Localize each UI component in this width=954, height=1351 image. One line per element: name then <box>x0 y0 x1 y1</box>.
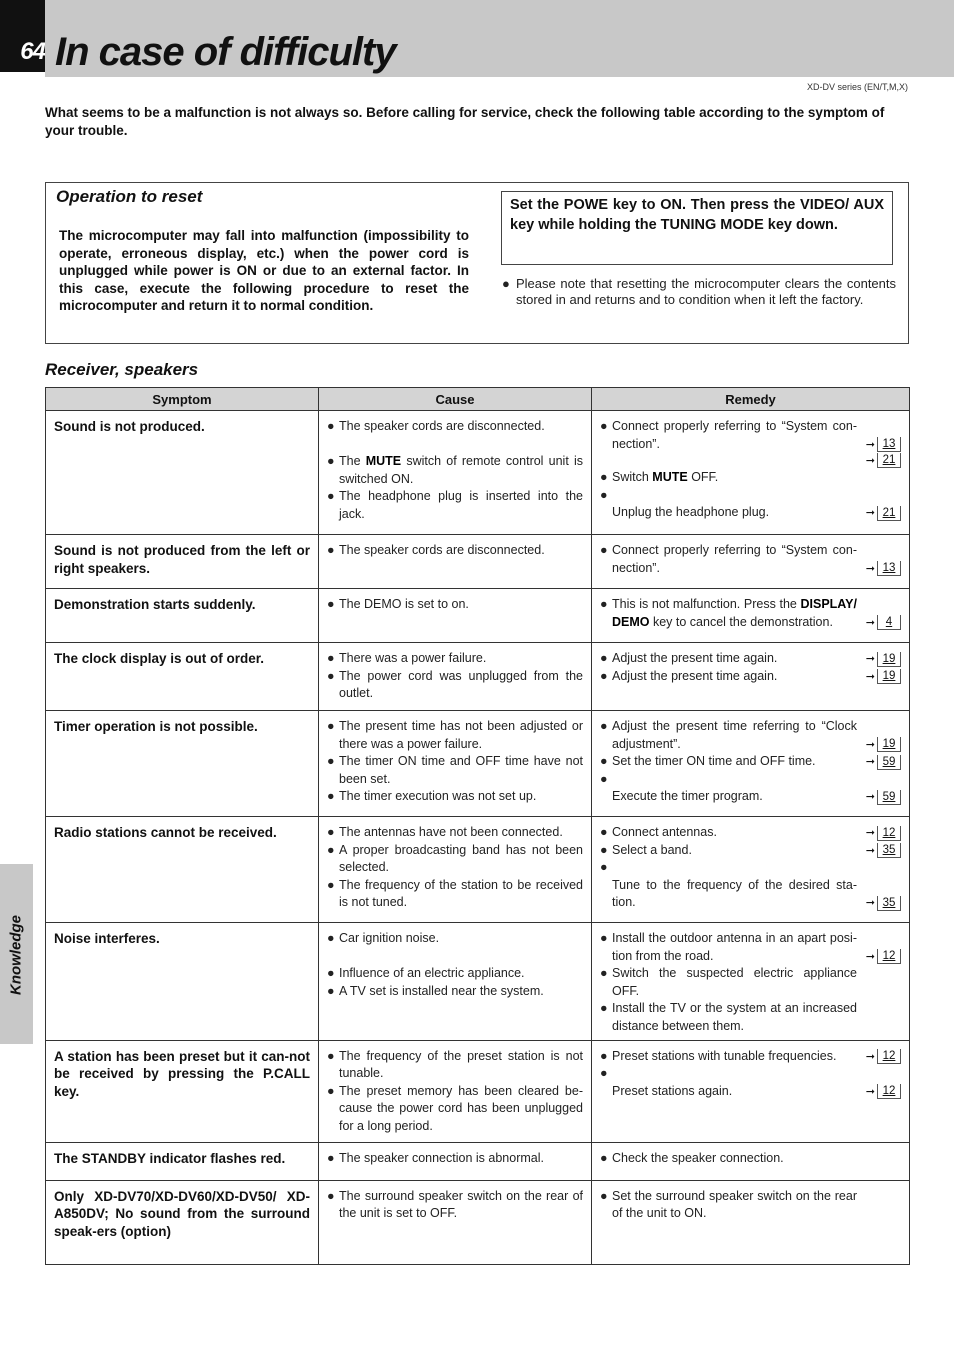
cause-item <box>327 930 583 948</box>
remedy-item <box>600 718 863 753</box>
bullet-icon: ● <box>327 842 335 857</box>
bullet-icon: ● <box>600 860 608 875</box>
page-reference-number: 13 <box>877 561 901 576</box>
bullet-icon: ● <box>600 470 608 485</box>
bullet-icon: ● <box>600 1001 608 1016</box>
remedy-item <box>600 1048 863 1066</box>
cause-text: The antennas have not been connected. <box>339 825 563 839</box>
remedy-text: OFF. <box>687 470 719 485</box>
cause-text: The <box>339 454 366 469</box>
remedy-text: Connect properly referring to “System con-nection”. <box>612 543 857 575</box>
symptom-cell: Radio stations cannot be received. <box>46 817 319 923</box>
table-row <box>46 1180 910 1264</box>
page-reference-number: 19 <box>877 669 901 684</box>
symptom-cell: The STANDBY indicator flashes red. <box>46 1142 319 1180</box>
reset-text: The microcomputer may fall into malfunction (impossibility to operate, erroneous display, etc.) when the power cord is unplugged while power is ON or due to an external factor. In this case, execute the following procedure to reset the microcomputer and return it to normal condition. <box>59 228 469 314</box>
remedy-row <box>600 753 901 771</box>
remedy-text: This is not malfunction. Press the <box>612 597 801 611</box>
bullet-icon: ● <box>600 668 608 683</box>
remedy-row <box>600 859 901 912</box>
bullet-icon: ● <box>327 1083 335 1098</box>
arrow-icon: ➞ <box>865 1085 875 1098</box>
page-reference <box>863 615 901 630</box>
remedy-cell <box>592 1180 910 1264</box>
remedy-row <box>600 668 901 686</box>
remedy-item <box>600 1000 863 1035</box>
page-reference-number: 35 <box>877 843 901 858</box>
cause-text: switch of remote control unit is switched ON. <box>339 454 583 486</box>
bullet-icon: ● <box>600 1048 608 1063</box>
bullet-icon: ● <box>327 1048 335 1063</box>
page-number: 64 <box>20 38 45 65</box>
cause-cell <box>319 643 592 711</box>
page-reference <box>863 437 901 452</box>
remedy-text: Select a band. <box>612 842 692 857</box>
cause-text: There was a power failure. <box>339 651 487 665</box>
cause-text: Car ignition noise. <box>339 931 440 945</box>
cause-text: The speaker connection is abnormal. <box>339 1150 544 1165</box>
remedy-text: Switch the suspected electric appliance OFF. <box>612 966 857 998</box>
bullet-icon: ● <box>327 419 335 433</box>
remedy-row <box>600 596 901 631</box>
remedy-text: Install the TV or the system at an increased distance between them. <box>612 1001 857 1033</box>
table-row <box>46 817 910 923</box>
troubleshooting-table <box>45 387 910 1265</box>
arrow-icon: ➞ <box>865 844 875 857</box>
remedy-text: Connect antennas. <box>612 825 717 839</box>
remedy-row <box>600 453 901 469</box>
cause-cell <box>319 535 592 589</box>
remedy-row <box>600 1188 901 1223</box>
cause-cell <box>319 1040 592 1142</box>
cause-item <box>327 650 583 668</box>
symptom-cell: Sound is not produced. <box>46 411 319 535</box>
remedy-row <box>600 771 901 806</box>
cause-item <box>327 983 583 1001</box>
arrow-icon: ➞ <box>865 827 875 840</box>
table-row <box>46 711 910 817</box>
page-reference <box>863 669 901 684</box>
remedy-row <box>600 965 901 1000</box>
page-reference <box>863 453 901 468</box>
cause-text: The frequency of the preset station is not tunable. <box>339 1048 583 1081</box>
remedy-row <box>600 418 901 453</box>
bullet-icon: ● <box>327 719 335 733</box>
remedy-text: Switch <box>612 470 653 485</box>
page-reference-number: 12 <box>877 826 901 841</box>
arrow-icon: ➞ <box>865 738 875 751</box>
remedy-row <box>600 842 901 860</box>
remedy-item <box>600 596 863 631</box>
remedy-item <box>600 965 863 1000</box>
remedy-row <box>600 542 901 577</box>
cause-text: The DEMO is set to on. <box>339 597 469 611</box>
reset-instruction: Set the POWE key to ON. Then press the VIDEO/ AUX key while holding the TUNING MODE key down. <box>501 191 893 265</box>
table-row <box>46 589 910 643</box>
bullet-icon: ● <box>600 931 608 945</box>
cause-cell <box>319 589 592 643</box>
bullet-icon: ● <box>600 771 608 786</box>
remedy-text: Adjust the present time referring to “Clock adjustment”. <box>612 719 857 751</box>
page-reference <box>863 561 901 576</box>
remedy-text: Execute the timer program. <box>612 789 763 804</box>
cause-item <box>327 542 583 560</box>
bullet-icon: ● <box>600 754 608 769</box>
symptom-cell: Noise interferes. <box>46 923 319 1041</box>
remedy-row <box>600 718 901 753</box>
remedy-cell <box>592 1040 910 1142</box>
page-reference-number: 19 <box>877 737 901 752</box>
remedy-item <box>600 469 863 487</box>
bullet-icon: ● <box>600 597 608 611</box>
cause-cell <box>319 1142 592 1180</box>
page-reference <box>863 652 901 667</box>
remedy-item <box>600 1150 863 1168</box>
page-reference <box>863 843 901 858</box>
cause-text: The speaker cords are disconnected. <box>339 419 545 433</box>
cause-item <box>327 788 583 806</box>
bullet-icon: ● <box>327 983 335 998</box>
cause-text: The speaker cords are disconnected. <box>339 543 545 557</box>
bullet-icon: ● <box>327 1150 335 1165</box>
table-row <box>46 1040 910 1142</box>
page-reference-number: 59 <box>877 755 901 770</box>
reset-heading: Operation to reset <box>56 187 203 206</box>
cause-item <box>327 1083 583 1136</box>
page-reference-number: 12 <box>877 949 901 964</box>
spacer <box>327 436 583 454</box>
symptom-cell: Sound is not produced from the left or right speakers. <box>46 535 319 589</box>
symptom-cell: A station has been preset but it can-not be received by pressing the P.CALL key. <box>46 1040 319 1142</box>
side-tab-label: Knowledge <box>7 914 25 996</box>
cause-item <box>327 965 583 983</box>
bullet-icon: ● <box>327 668 335 683</box>
remedy-text: Adjust the present time again. <box>612 668 778 683</box>
remedy-row <box>600 1065 901 1100</box>
symptom-cell: Timer operation is not possible. <box>46 711 319 817</box>
remedy-item <box>600 824 863 842</box>
bullet-icon: ● <box>327 454 335 469</box>
cause-item <box>327 753 583 788</box>
remedy-item <box>600 487 863 522</box>
cause-cell <box>319 1180 592 1264</box>
remedy-item <box>600 650 863 668</box>
reset-box <box>45 182 909 344</box>
cause-cell <box>319 923 592 1041</box>
key-name: DISPLAY/ DEMO <box>612 597 857 629</box>
cause-text: The surround speaker switch on the rear of the unit is set to OFF. <box>339 1188 583 1221</box>
cause-text: The timer execution was not set up. <box>339 789 537 804</box>
table-row <box>46 923 910 1041</box>
remedy-text: Preset stations with tunable frequencies. <box>612 1048 837 1063</box>
remedy-text: Set the timer ON time and OFF time. <box>612 754 816 769</box>
bullet-icon: ● <box>327 1188 335 1203</box>
remedy-cell <box>592 923 910 1041</box>
page-reference <box>863 1084 901 1099</box>
remedy-row <box>600 487 901 522</box>
remedy-text: Check the speaker connection. <box>612 1150 784 1165</box>
remedy-item <box>600 859 863 912</box>
page-reference <box>863 755 901 770</box>
remedy-row <box>600 650 901 668</box>
bullet-icon: ● <box>600 1188 608 1203</box>
arrow-icon: ➞ <box>865 454 875 467</box>
table-row <box>46 1142 910 1180</box>
cause-item <box>327 668 583 703</box>
cause-cell <box>319 711 592 817</box>
cause-text: The preset memory has been cleared be-cause the power cord has been unplugged for a long period. <box>339 1083 583 1133</box>
bullet-icon: ● <box>600 651 608 665</box>
bullet-icon: ● <box>327 877 335 892</box>
remedy-item <box>600 1065 863 1100</box>
header-symptom: Symptom <box>46 388 319 411</box>
cause-text: Influence of an electric appliance. <box>339 966 525 981</box>
page-reference-number: 12 <box>877 1084 901 1099</box>
page-number-box <box>0 0 45 72</box>
page-reference <box>863 949 901 964</box>
cause-item <box>327 1150 583 1168</box>
cause-text: A proper broadcasting band has not been selected. <box>339 842 583 875</box>
bullet-icon: ● <box>600 966 608 981</box>
intro-text: What seems to be a malfunction is not always so. Before calling for service, check the following table according to the symptom of your trouble. <box>45 105 885 138</box>
arrow-icon: ➞ <box>865 670 875 683</box>
arrow-icon: ➞ <box>865 897 875 910</box>
bullet-icon: ● <box>327 597 335 611</box>
symptom-cell: Demonstration starts suddenly. <box>46 589 319 643</box>
page-reference-number: 59 <box>877 790 901 805</box>
remedy-text: Tune to the frequency of the desired sta-tion. <box>612 877 857 910</box>
cause-item <box>327 488 583 523</box>
cause-item <box>327 877 583 912</box>
bullet-icon: ● <box>600 842 608 857</box>
table-row <box>46 411 910 535</box>
bullet-icon: ● <box>327 931 335 945</box>
page-reference <box>863 896 901 911</box>
cause-item <box>327 1188 583 1223</box>
table-row <box>46 643 910 711</box>
page-reference-number: 35 <box>877 896 901 911</box>
key-name: MUTE <box>652 470 688 485</box>
series-label: XD-DV series (EN/T,M,X) <box>806 82 908 92</box>
bullet-icon: ● <box>327 489 335 504</box>
bullet-icon: ● <box>600 825 608 839</box>
reset-note <box>502 276 896 308</box>
bullet-icon: ● <box>327 825 335 839</box>
remedy-text: Adjust the present time again. <box>612 651 778 665</box>
bullet-icon: ● <box>327 789 335 804</box>
remedy-text: Install the outdoor antenna in an apart posi-tion from the road. <box>612 931 857 963</box>
key-name: MUTE <box>365 454 402 469</box>
bullet-icon: ● <box>600 1066 608 1081</box>
arrow-icon: ➞ <box>865 756 875 769</box>
remedy-row <box>600 469 901 487</box>
cause-item <box>327 842 583 877</box>
remedy-text: Unplug the headphone plug. <box>612 505 770 520</box>
cause-item <box>327 596 583 614</box>
bullet-icon: ● <box>600 1150 608 1165</box>
page-reference-number: 19 <box>877 652 901 667</box>
arrow-icon: ➞ <box>865 653 875 666</box>
cause-text: The frequency of the station to be received is not tuned. <box>339 877 583 910</box>
bullet-icon: ● <box>600 419 608 433</box>
bullet-icon: ● <box>600 487 608 502</box>
page-reference-number: 4 <box>877 615 901 630</box>
cause-text: The power cord was unplugged from the outlet. <box>339 668 583 701</box>
remedy-text: Set the surround speaker switch on the rear of the unit to ON. <box>612 1188 857 1221</box>
arrow-icon: ➞ <box>865 616 875 629</box>
remedy-item <box>600 771 863 806</box>
cause-cell <box>319 411 592 535</box>
cause-text: A TV set is installed near the system. <box>339 983 544 998</box>
page-reference-number: 21 <box>877 506 901 521</box>
page-reference-number: 21 <box>877 453 901 468</box>
cause-item <box>327 1048 583 1083</box>
remedy-item <box>600 418 863 453</box>
bullet-icon: ● <box>600 543 608 557</box>
table-header-row <box>46 388 910 411</box>
symptom-cell: Only XD-DV70/XD-DV60/XD-DV50/ XD-A850DV; No sound from the surround speak-ers (option) <box>46 1180 319 1264</box>
bullet-icon: ● <box>502 276 510 291</box>
remedy-cell <box>592 535 910 589</box>
arrow-icon: ➞ <box>865 1050 875 1063</box>
remedy-item <box>600 930 863 965</box>
page-reference-number: 13 <box>877 437 901 452</box>
arrow-icon: ➞ <box>865 791 875 804</box>
cause-cell <box>319 817 592 923</box>
arrow-icon: ➞ <box>865 562 875 575</box>
cause-text: The timer ON time and OFF time have not been set. <box>339 754 583 786</box>
remedy-item <box>600 842 863 860</box>
arrow-icon: ➞ <box>865 507 875 520</box>
remedy-text: Connect properly referring to “System con-nection”. <box>612 419 857 451</box>
remedy-cell <box>592 1142 910 1180</box>
cause-text: The present time has not been adjusted or there was a power failure. <box>339 719 583 751</box>
page-reference <box>863 826 901 841</box>
bullet-icon: ● <box>327 651 335 665</box>
spacer <box>327 948 583 966</box>
remedy-row <box>600 1048 901 1066</box>
bullet-icon: ● <box>327 543 335 557</box>
remedy-row <box>600 1000 901 1035</box>
cause-item <box>327 418 583 436</box>
remedy-cell <box>592 589 910 643</box>
remedy-item <box>600 753 863 771</box>
reset-note-text: Please note that resetting the microcomputer clears the contents stored in and returns and to condition when it left the factory. <box>516 276 896 307</box>
header-remedy: Remedy <box>592 388 910 411</box>
remedy-row <box>600 1150 901 1168</box>
cause-item <box>327 824 583 842</box>
bullet-icon: ● <box>327 754 335 769</box>
remedy-text: Preset stations again. <box>612 1083 733 1098</box>
bullet-icon: ● <box>327 966 335 981</box>
page-reference-number: 12 <box>877 1049 901 1064</box>
arrow-icon: ➞ <box>865 438 875 451</box>
remedy-item <box>600 1188 863 1223</box>
symptom-cell: The clock display is out of order. <box>46 643 319 711</box>
page-reference <box>863 1049 901 1064</box>
remedy-item <box>600 542 863 577</box>
arrow-icon: ➞ <box>865 950 875 963</box>
page-reference <box>863 737 901 752</box>
page-title: In case of difficulty <box>55 30 396 74</box>
remedy-cell <box>592 411 910 535</box>
page-reference <box>863 506 901 521</box>
remedy-item <box>600 668 863 686</box>
section-heading: Receiver, speakers <box>45 360 199 379</box>
cause-text: The headphone plug is inserted into the jack. <box>339 489 583 521</box>
remedy-row <box>600 824 901 842</box>
remedy-row <box>600 930 901 965</box>
remedy-text: key to cancel the demonstration. <box>649 614 833 629</box>
remedy-cell <box>592 643 910 711</box>
page-reference <box>863 790 901 805</box>
remedy-cell <box>592 817 910 923</box>
remedy-cell <box>592 711 910 817</box>
cause-item <box>327 453 583 488</box>
header-cause: Cause <box>319 388 592 411</box>
bullet-icon: ● <box>600 719 608 733</box>
cause-item <box>327 718 583 753</box>
table-row <box>46 535 910 589</box>
